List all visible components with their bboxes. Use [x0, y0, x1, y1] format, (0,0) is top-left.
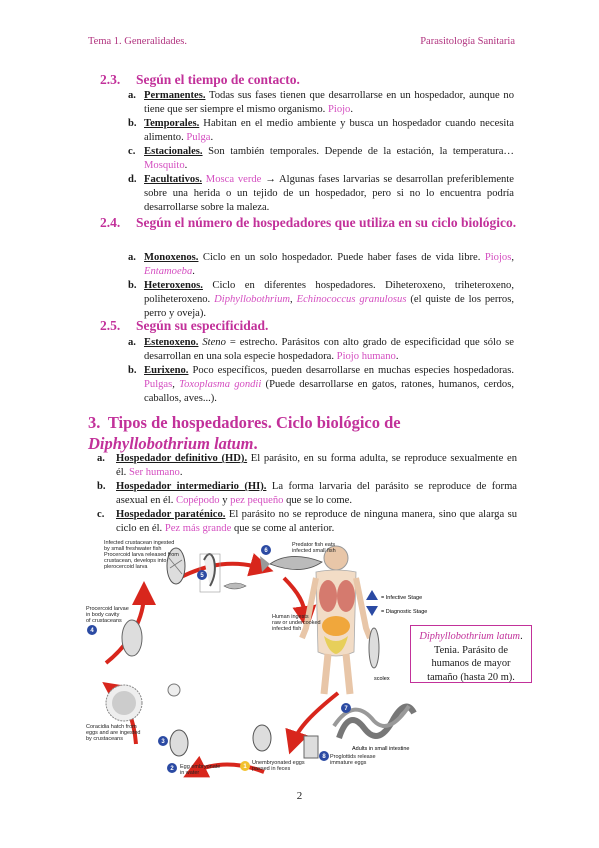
label-procercoid-2: in body cavity [86, 612, 120, 618]
label-human-1: Human ingests [272, 614, 309, 620]
label-crustacean-5: plerocercoid larva [104, 564, 148, 570]
label-coracidia-3: by crustaceans [86, 736, 123, 742]
list-item: a. Hospedador definitivo (HD). El parásito, en su forma adulta, se reproduce sexualmente en él. Ser humano. [97, 453, 517, 479]
label-predator-2: infected small fish [292, 548, 336, 554]
header-left: Tema 1. Generalidades. [88, 36, 187, 47]
page-number: 2 [296, 790, 303, 802]
key-infective: = Infective Stage [381, 595, 423, 601]
label-proglottids-2: immature eggs [330, 760, 367, 766]
header-right: Parasitología Sanitaria [420, 36, 515, 47]
list-item: b. Hospedador intermediario (HI). La forma larvaria del parásito se reproduce de forma asexual en él. Copépodo y pez pequeño que se lo come. [97, 481, 518, 507]
cycle-arrow [284, 578, 306, 618]
label-coracidia-2: eggs and are ingested [86, 730, 141, 736]
proglottid-illustration [304, 736, 318, 758]
list-item: b. Heteroxenos. Ciclo en diferentes hospedadores. Diheteroxeno, triheteroxeno, poliheteroxeno. Diphyllobothrium, Echinococcus granulosus (el quiste de los perros, perro y oveja). [128, 280, 514, 320]
crustacean-body-cavity-illustration [122, 620, 142, 656]
section-2-3-heading: 2.3. Según el tiempo de contacto. [100, 72, 300, 87]
label-crustacean-1: Infected crustacean ingested [104, 540, 175, 546]
section-2-4-heading: 2.4. Según el número de hospedadores que utiliza en su ciclo biológico. [100, 215, 517, 230]
label-coracidia-1: Coracidia hatch from [86, 724, 137, 730]
list-item: c. Estacionales. Son también temporales. Depende de la estación, la temperatura… Mosquito. [128, 146, 514, 172]
step-2: 2 [170, 766, 174, 772]
label-procercoid-1: Procercoid larvae [86, 606, 129, 612]
label-crustacean-3: Procercoid larva released from [104, 552, 179, 558]
legend-key [366, 590, 427, 616]
figure-caption: Diphyllobothrium latum. Tenia. Parásito de humanos de mayor tamaño (hasta 20 m). [410, 625, 532, 683]
label-crustacean-2: by small freshwater fish [104, 546, 162, 552]
list-item: c. Hospedador paraténico. El parásito no se reproduce de ninguna manera, sino que alarga su ciclo en él. Pez más grande que se come al anterior. [97, 509, 517, 535]
section-2-5-heading: 2.5. Según su especificidad. [100, 318, 269, 333]
label-human-2: raw or undercooked [272, 620, 321, 626]
label-procercoid-3: of crustaceans [86, 618, 122, 624]
label-predator-1: Predator fish eats [292, 542, 336, 548]
step-1: 1 [243, 764, 247, 770]
life-cycle-figure [84, 538, 428, 780]
swimming-coracidium-illustration [168, 684, 180, 696]
label-egg-embryonate-1: Egg embryonate [180, 764, 221, 770]
small-fish-illustration [224, 583, 246, 589]
list-item: b. Eurixeno. Poco específicos, pueden desarrollarse en muchas especies hospedadoras. Pulgas, Toxoplasma gondii (Puede desarrollarse en gatos, ratones, humanos, cerdos, caballos, aves...). [128, 365, 515, 405]
label-unembryonated-1: Unembryonated eggs [252, 760, 305, 766]
cycle-arrow [179, 564, 262, 578]
label-unembryonated-2: passed in feces [252, 766, 291, 772]
step-6: 6 [264, 548, 268, 554]
predator-fish-illustration [260, 556, 322, 572]
list-item: a. Estenoxeno. Steno = estrecho. Parásitos con alto grado de especificidad que sólo se desarrollan en una sola especie hospedadora. Piojo humano. [128, 337, 515, 363]
label-proglottids-1: Proglottids release [330, 754, 376, 760]
scolex-label: scolex [374, 676, 390, 682]
list-item: a. Monoxenos. Ciclo en un solo hospedador. Puede haber fases de vida libre. Piojos, Entamoeba. [128, 252, 514, 278]
section-3-heading: 3. Tipos de hospedadores. Ciclo biológico de Diphyllobothrium latum. [88, 413, 401, 453]
step-5: 5 [200, 573, 204, 579]
adults-label: Adults in small intestine [352, 746, 410, 752]
label-egg-embryonate-2: in water [180, 770, 200, 776]
key-diagnostic: = Diagnostic Stage [381, 609, 428, 615]
life-cycle-diagram [84, 538, 428, 780]
list-item: b. Temporales. Habitan en el medio ambiente y busca un hospedador cuando necesita alimento. Pulga. [128, 118, 514, 144]
step-7: 7 [344, 706, 348, 712]
egg-embryonated-illustration [170, 730, 188, 756]
scolex-illustration [369, 628, 379, 668]
coracidium-illustration [106, 685, 142, 721]
label-crustacean-4: crustacean, develops into [104, 558, 167, 564]
unembryonated-egg-illustration [253, 725, 271, 751]
list-item: a. Permanentes. Todas sus fases tienen que desarrollarse en un hospedador, aunque no tiene que ser siempre el mismo organismo. Piojo. [128, 90, 514, 116]
step-8: 8 [322, 754, 326, 760]
step-4: 4 [90, 628, 94, 634]
step-3: 3 [161, 739, 165, 745]
list-item: d. Facultativos. Mosca verde → Algunas fases larvarias se desarrollan preferiblemente sobre una herida o un tejido de un hospedador, pero si no lo encuentra podría desarrollarse sobre la maleza. [128, 174, 514, 214]
label-human-3: infected fish [272, 626, 302, 632]
